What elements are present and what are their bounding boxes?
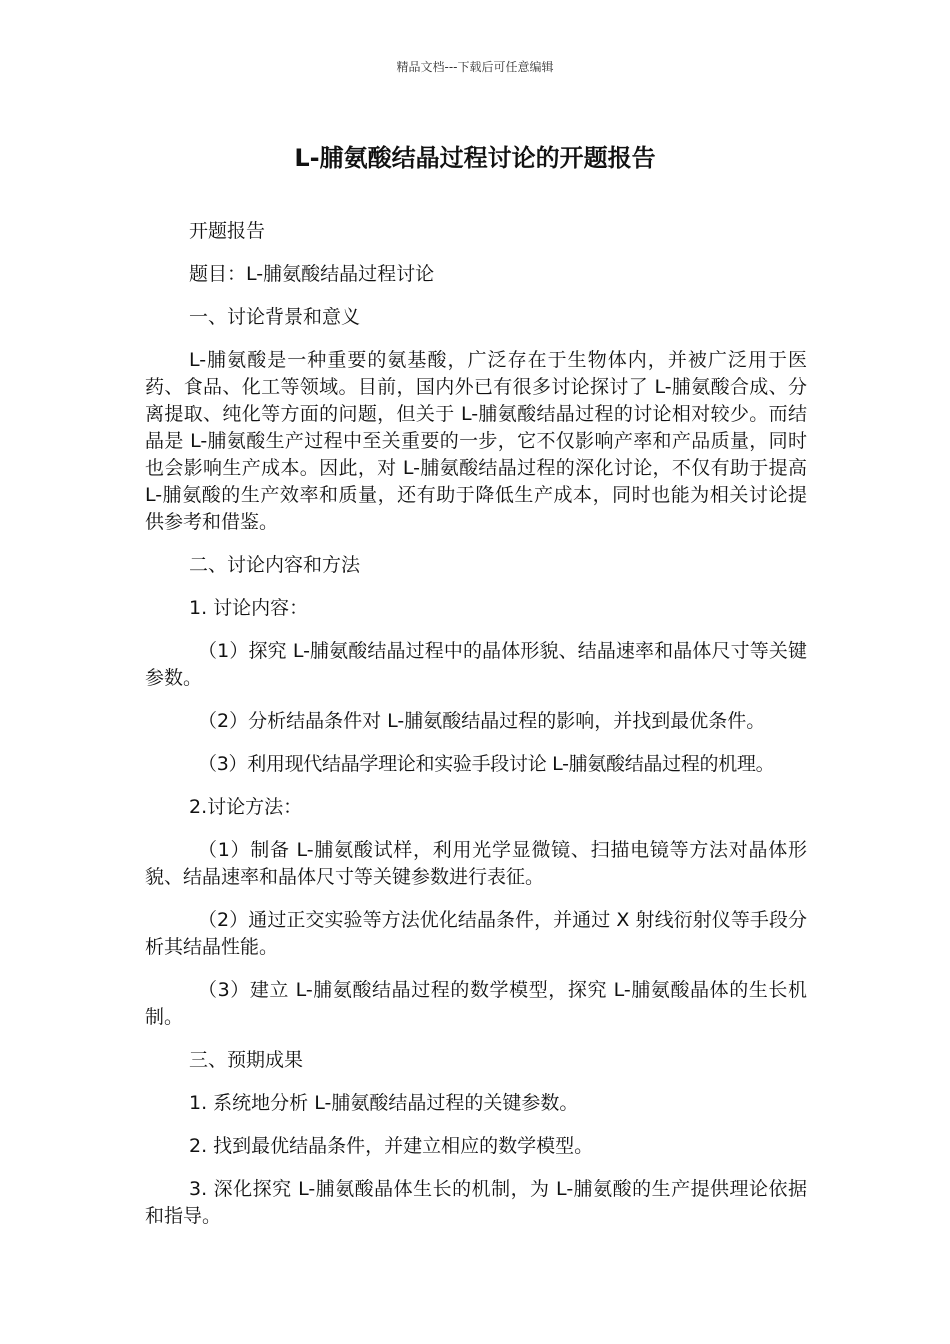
list-item-method-3: （3）建立 L-脯氨酸结晶过程的数学模型，探究 L-脯氨酸晶体的生长机制。 <box>145 979 807 1028</box>
subheading-content: 1. 讨论内容： <box>189 597 309 619</box>
page-header: 精品文档---下载后可任意编辑 <box>396 60 554 74</box>
paragraph-topic: 题目：L-脯氨酸结晶过程讨论 <box>189 263 435 285</box>
paragraph-report-label: 开题报告 <box>189 220 266 242</box>
list-item-result-1: 1. 系统地分析 L-脯氨酸结晶过程的关键参数。 <box>189 1092 579 1114</box>
list-item-content-1: （1）探究 L-脯氨酸结晶过程中的晶体形貌、结晶速率和晶体尺寸等关键参数。 <box>145 640 807 689</box>
paragraph-background: L-脯氨酸是一种重要的氨基酸，广泛存在于生物体内，并被广泛用于医药、食品、化工等领域。目前，国内外已有很多讨论探讨了 L-脯氨酸合成、分离提取、纯化等方面的问题，但关于 L-脯氨酸结晶过程的讨论相对较少。而结晶是 L-脯氨酸生产过程中至关重要的一步，它不仅影响产率和产品质量，同时也会影响生产成本。因此，对 L-脯氨酸结晶过程的深化讨论，不仅有助于提高 L-脯氨酸的生产效率和质量，还有助于降低生产成本，同时也能为相关讨论提供参考和借鉴。 <box>145 349 807 533</box>
list-item-result-3: 3. 深化探究 L-脯氨酸晶体生长的机制，为 L-脯氨酸的生产提供理论依据和指导。 <box>145 1178 807 1227</box>
section-heading-background: 一、讨论背景和意义 <box>189 306 361 328</box>
section-heading-expected-results: 三、预期成果 <box>189 1049 304 1071</box>
list-item-content-2: （2）分析结晶条件对 L-脯氨酸结晶过程的影响，并找到最优条件。 <box>198 710 766 732</box>
section-heading-content-methods: 二、讨论内容和方法 <box>189 554 361 576</box>
subheading-methods: 2.讨论方法： <box>189 796 303 818</box>
document-body <box>145 218 807 1246</box>
list-item-result-2: 2. 找到最优结晶条件，并建立相应的数学模型。 <box>189 1135 594 1157</box>
list-item-method-1: （1）制备 L-脯氨酸试样，利用光学显微镜、扫描电镜等方法对晶体形貌、结晶速率和晶体尺寸等关键参数进行表征。 <box>145 839 807 888</box>
document-title: L-脯氨酸结晶过程讨论的开题报告 <box>294 144 656 172</box>
list-item-method-2: （2）通过正交实验等方法优化结晶条件，并通过 X 射线衍射仪等手段分析其结晶性能。 <box>145 909 807 958</box>
list-item-content-3: （3）利用现代结晶学理论和实验手段讨论 L-脯氨酸结晶过程的机理。 <box>198 753 775 775</box>
